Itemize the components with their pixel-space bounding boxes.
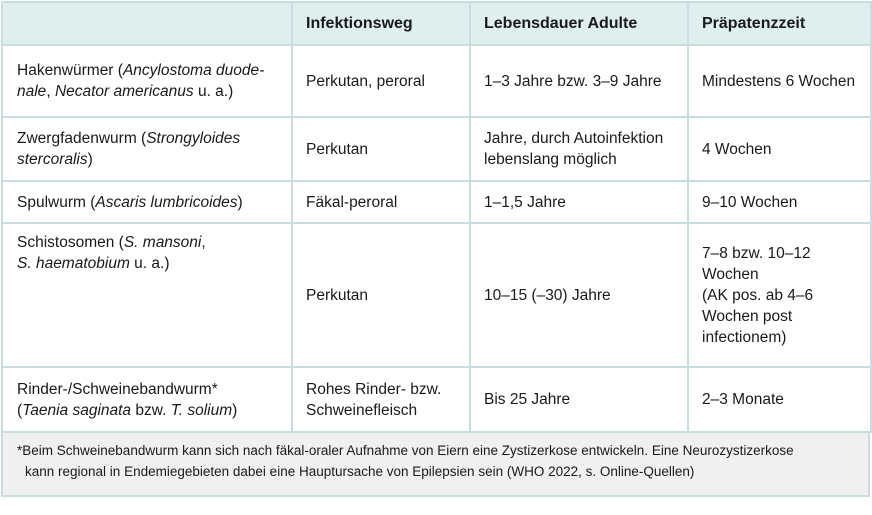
table-row: [2, 181, 871, 223]
table-row: [2, 367, 871, 432]
route-cell: Rohes Rinder- bzw. Schweinefleisch: [292, 367, 470, 432]
parasite-name: Rinder-/Schweinebandwurm* (Taenia saginata bzw. T. solium): [2, 367, 292, 432]
prepatency-cell: 7–8 bzw. 10–12 Wochen (AK pos. ab 4–6 Wochen post infectionem): [688, 223, 871, 367]
prepatency-cell: Mindestens 6 Wochen: [688, 45, 871, 117]
prepatency-cell: 4 Wochen: [688, 117, 871, 181]
footnote-line-1: *Beim Schweinebandwurm kann sich nach fäkal-oraler Aufnahme von Eiern eine Zystizerkose entwickeln. Eine Neurozystizerkose: [17, 443, 794, 458]
header-infektionsweg: Infektionsweg: [292, 2, 470, 45]
lifespan-cell: 1–3 Jahre bzw. 3–9 Jahre: [470, 45, 688, 117]
lifespan-cell: Jahre, durch Autoinfektion lebenslang möglich: [470, 117, 688, 181]
route-cell: Perkutan: [292, 223, 470, 367]
route-cell: Fäkal-peroral: [292, 181, 470, 223]
footnote-line-2: kann regional in Endemiegebieten dabei eine Hauptursache von Epilepsien sein (WHO 2022, s. Online-Quellen): [25, 464, 695, 479]
prepatency-cell: 2–3 Monate: [688, 367, 871, 432]
header-lebensdauer: Lebensdauer Adulte: [470, 2, 688, 45]
header-praepatenzzeit: Präpatenzzeit: [688, 2, 871, 45]
lifespan-cell: Bis 25 Jahre: [470, 367, 688, 432]
parasite-name: Spulwurm (Ascaris lumbricoides): [2, 181, 292, 223]
parasite-name: Zwergfadenwurm (Strongyloides stercoralis): [2, 117, 292, 181]
table-footnote: [1, 433, 870, 497]
parasite-name: Schistosomen (S. mansoni, S. haematobium u. a.): [2, 223, 292, 367]
route-cell: Perkutan: [292, 117, 470, 181]
header-empty: [2, 2, 292, 45]
table-header-row: [2, 2, 871, 45]
lifespan-cell: 10–15 (–30) Jahre: [470, 223, 688, 367]
route-cell: Perkutan, peroral: [292, 45, 470, 117]
parasite-name: Hakenwürmer (Ancylostoma duode- nale, Necator americanus u. a.): [2, 45, 292, 117]
parasite-table: [1, 1, 872, 433]
table-row: [2, 45, 871, 117]
parasite-table-container: [1, 1, 870, 497]
prepatency-cell: 9–10 Wochen: [688, 181, 871, 223]
table-row: [2, 223, 871, 367]
table-row: [2, 117, 871, 181]
lifespan-cell: 1–1,5 Jahre: [470, 181, 688, 223]
